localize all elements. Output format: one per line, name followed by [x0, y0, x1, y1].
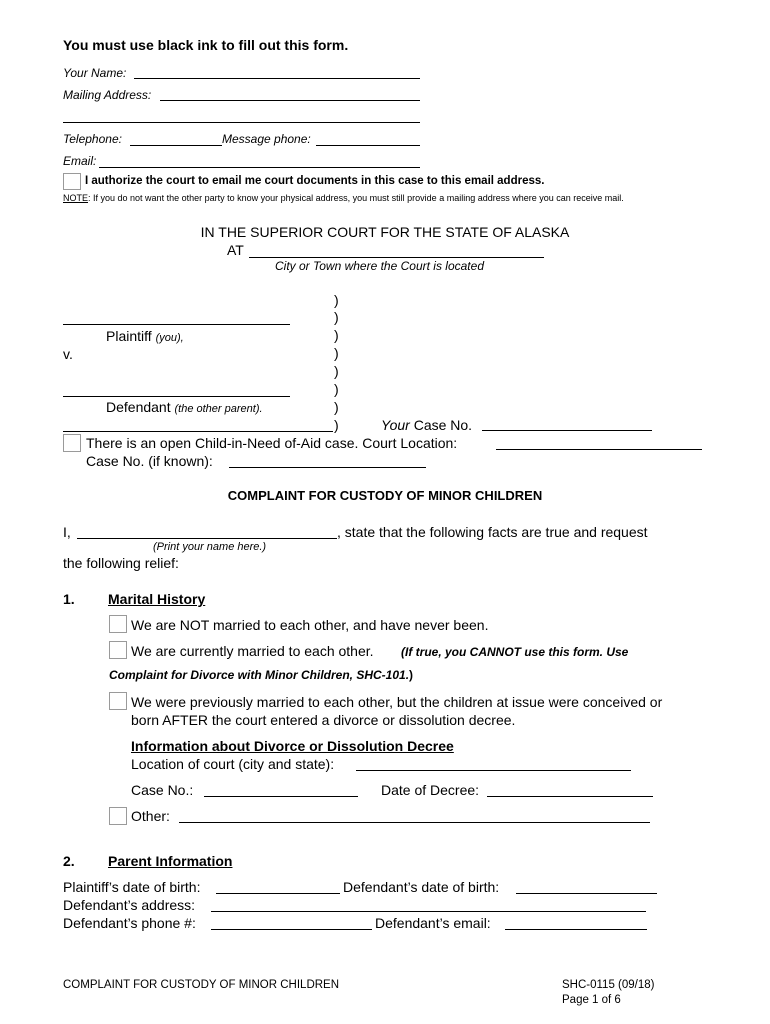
message-phone-label: Message phone:: [222, 132, 311, 146]
footer-form-code: SHC-0115 (09/18): [562, 979, 655, 991]
cina-case-label: Case No. (if known):: [86, 453, 213, 469]
section2-heading: Parent Information: [108, 853, 233, 869]
case-no-label: Case No.: [413, 417, 473, 433]
previously-married-line1: We were previously married to each other, but the children at issue were conceived or: [131, 694, 663, 710]
caption-paren: ): [334, 417, 339, 433]
defendant-address-label: Defendant’s address:: [63, 897, 196, 913]
ink-notice: You must use black ink to fill out this form.: [63, 37, 349, 53]
email-label: Email:: [63, 154, 97, 168]
caption-paren: ): [334, 309, 339, 325]
court-location-caption: City or Town where the Court is located: [275, 259, 484, 273]
previously-married-line2: born AFTER the court entered a divorce or dissolution decree.: [131, 712, 516, 728]
cina-case-field[interactable]: [229, 467, 426, 468]
currently-married-note-b: Complaint for Divorce with Minor Children, SHC-101.: [109, 668, 410, 682]
cina-location-field[interactable]: [496, 449, 702, 450]
plaintiff-label-line: [106, 328, 184, 344]
plaintiff-dob-field[interactable]: [216, 893, 340, 894]
defendant-dob-label: Defendant’s date of birth:: [343, 879, 500, 895]
mailing-address-field-2[interactable]: [63, 122, 420, 123]
defendant-note: (the other parent).: [174, 403, 263, 415]
plaintiff-name-field[interactable]: [63, 324, 290, 325]
date-of-decree-label: Date of Decree:: [381, 782, 480, 798]
currently-married-note-b-line: [109, 668, 413, 682]
not-married-checkbox[interactable]: [109, 615, 127, 633]
intro-rest: , state that the following facts are true and request: [337, 524, 648, 540]
case-no-field[interactable]: [482, 430, 652, 431]
intro-cont: the following relief:: [63, 555, 179, 571]
section1-number: 1.: [63, 591, 75, 607]
other-field[interactable]: [179, 822, 650, 823]
defendant-label-line: [106, 399, 263, 415]
defendant-phone-label: Defendant’s phone #:: [63, 915, 196, 931]
defendant-address-field[interactable]: [211, 911, 646, 912]
authorize-email-text: I authorize the court to email me court documents in this case to this email address.: [85, 175, 545, 187]
versus-label: v.: [63, 346, 73, 362]
caption-paren: ): [334, 381, 339, 397]
court-at-label: AT: [227, 242, 244, 258]
complaint-title: COMPLAINT FOR CUSTODY OF MINOR CHILDREN: [227, 488, 543, 503]
print-name-caption: (Print your name here.): [153, 541, 267, 553]
caption-bottom-rule: [63, 431, 333, 432]
divorce-info-heading: Information about Divorce or Dissolution Decree: [131, 738, 454, 754]
currently-married-checkbox[interactable]: [109, 641, 127, 659]
mailing-address-label: Mailing Address:: [63, 88, 152, 102]
cina-checkbox[interactable]: [63, 434, 81, 452]
currently-married-text: We are currently married to each other.: [131, 643, 374, 659]
defendant-email-field[interactable]: [505, 929, 647, 930]
caption-paren: ): [334, 345, 339, 361]
footer-form-title: COMPLAINT FOR CUSTODY OF MINOR CHILDREN: [63, 979, 340, 991]
currently-married-note-a: (If true, you CANNOT use this form. Use: [401, 645, 629, 659]
section1-heading: Marital History: [108, 591, 206, 607]
your-name-field[interactable]: [134, 78, 420, 79]
note-label: NOTE: [63, 193, 89, 203]
plaintiff-dob-label: Plaintiff’s date of birth:: [63, 879, 201, 895]
location-of-court-label: Location of court (city and state):: [131, 756, 335, 772]
footer-page-number: Page 1 of 6: [562, 994, 621, 1006]
intro-i: I,: [63, 524, 71, 540]
your-name-label: Your Name:: [63, 66, 127, 80]
previously-married-checkbox[interactable]: [109, 692, 127, 710]
defendant-phone-field[interactable]: [211, 929, 372, 930]
caption-paren: ): [334, 399, 339, 415]
decree-case-no-label: Case No.:: [131, 782, 194, 798]
telephone-field[interactable]: [130, 145, 222, 146]
defendant-email-label: Defendant’s email:: [375, 915, 491, 931]
decree-case-no-field[interactable]: [204, 796, 358, 797]
case-no-line: [381, 417, 472, 433]
plaintiff-label: Plaintiff: [106, 328, 152, 344]
date-of-decree-field[interactable]: [487, 796, 653, 797]
authorize-email-checkbox[interactable]: [63, 173, 81, 190]
note-line: [63, 193, 624, 203]
mailing-address-field[interactable]: [160, 100, 420, 101]
defendant-dob-field[interactable]: [516, 893, 657, 894]
defendant-label: Defendant: [106, 399, 171, 415]
caption-paren: ): [334, 327, 339, 343]
print-name-field[interactable]: [77, 538, 337, 539]
court-location-field[interactable]: [249, 257, 544, 258]
cina-text: There is an open Child-in-Need of-Aid case. Court Location:: [86, 435, 458, 451]
your-label: Your: [381, 417, 410, 433]
currently-married-note-c: ): [409, 668, 414, 682]
email-field[interactable]: [99, 167, 420, 168]
other-label: Other:: [131, 808, 170, 824]
other-checkbox[interactable]: [109, 807, 127, 825]
telephone-label: Telephone:: [63, 132, 122, 146]
court-title: IN THE SUPERIOR COURT FOR THE STATE OF ALASKA: [200, 224, 570, 240]
defendant-name-field[interactable]: [63, 396, 290, 397]
plaintiff-note: (you),: [155, 332, 184, 344]
message-phone-field[interactable]: [316, 145, 420, 146]
caption-paren: ): [334, 363, 339, 379]
location-of-court-field[interactable]: [356, 770, 631, 771]
note-text: : If you do not want the other party to know your physical address, you must still provide a mailing address where you can receive mail.: [88, 193, 624, 203]
caption-paren: ): [334, 292, 339, 308]
not-married-text: We are NOT married to each other, and have never been.: [131, 617, 489, 633]
section2-number: 2.: [63, 853, 75, 869]
